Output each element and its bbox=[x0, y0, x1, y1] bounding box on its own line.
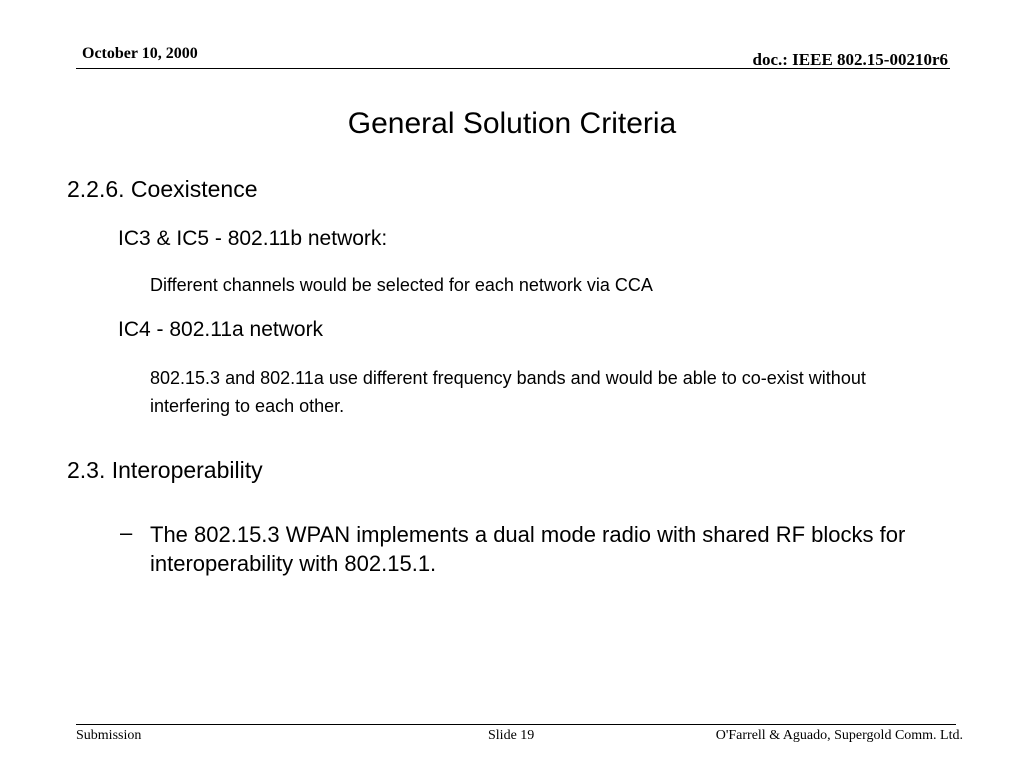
footer-divider bbox=[76, 724, 956, 725]
subitem-label-802-11b: IC3 & IC5 - 802.11b network: bbox=[118, 227, 388, 250]
bullet-dash-icon: – bbox=[120, 520, 133, 545]
interoperability-bullet-text: The 802.15.3 WPAN implements a dual mode radio with shared RF blocks for interoperability with 802.15.1. bbox=[150, 522, 906, 576]
footer-authors: O'Farrell & Aguado, Supergold Comm. Ltd. bbox=[715, 728, 963, 743]
section-heading-coexistence: 2.2.6. Coexistence bbox=[67, 176, 258, 202]
header-divider bbox=[76, 68, 950, 69]
section-heading-interoperability: 2.3. Interoperability bbox=[67, 457, 263, 483]
footer-submission: Submission bbox=[76, 728, 142, 743]
header-date: October 10, 2000 bbox=[82, 45, 198, 62]
header-doc-id: doc.: IEEE 802.15-00210r6 bbox=[752, 50, 948, 69]
slide-title: General Solution Criteria bbox=[347, 107, 677, 140]
footer-slide-number: Slide 19 bbox=[488, 728, 535, 743]
subitem-detail-802-11b: Different channels would be selected for each network via CCA bbox=[150, 275, 653, 295]
subitem-detail-802-11a: 802.15.3 and 802.11a use different frequency bands and would be able to co-exist without interfering to each other. bbox=[150, 368, 866, 416]
subitem-label-802-11a: IC4 - 802.11a network bbox=[118, 318, 324, 341]
